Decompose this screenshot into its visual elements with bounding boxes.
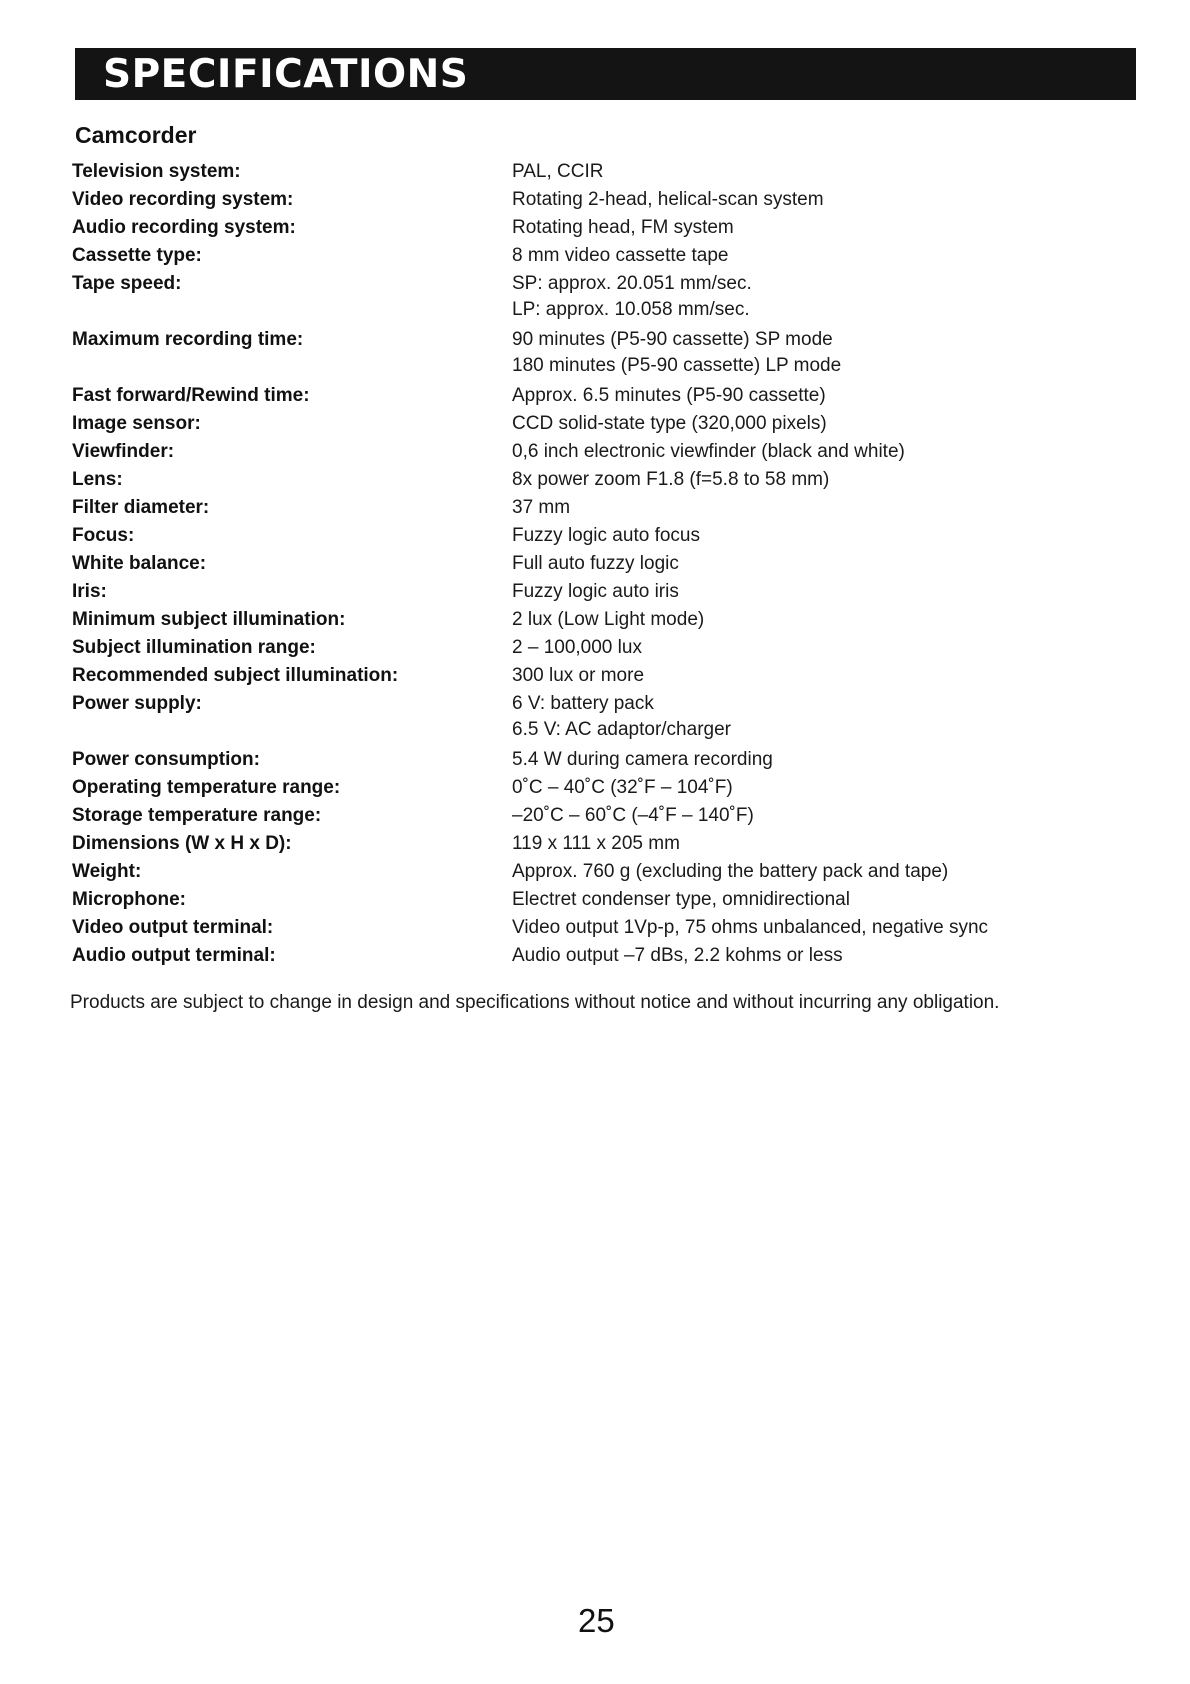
spec-value: 8x power zoom F1.8 (f=5.8 to 58 mm): [512, 469, 830, 490]
spec-value: Rotating head, FM system: [512, 217, 734, 238]
spec-row: [72, 494, 1072, 522]
spec-value: 5.4 W during camera recording: [512, 749, 773, 770]
spec-label: Subject illumination range:: [72, 637, 316, 658]
spec-label: Lens:: [72, 469, 123, 490]
spec-row: [72, 382, 1072, 410]
spec-values: [512, 466, 1072, 494]
spec-label: Operating temperature range:: [72, 777, 341, 798]
spec-values: [512, 942, 1072, 970]
spec-row: [72, 942, 1072, 970]
spec-value: 2 lux (Low Light mode): [512, 609, 705, 630]
spec-row: [72, 858, 1072, 886]
spec-row: [72, 830, 1072, 858]
spec-values: [512, 438, 1072, 466]
spec-values: [512, 550, 1072, 578]
spec-values: [512, 326, 1072, 378]
spec-row: [72, 606, 1072, 634]
spec-values: [512, 186, 1072, 214]
spec-label: Recommended subject illumination:: [72, 665, 399, 686]
spec-values: [512, 494, 1072, 522]
spec-value: 0˚C – 40˚C (32˚F – 104˚F): [512, 777, 733, 798]
spec-value: Approx. 6.5 minutes (P5-90 cassette): [512, 385, 826, 406]
disclaimer-note: Products are subject to change in design and specifications without notice and without incurring any obligation.: [70, 992, 1000, 1013]
spec-values: [512, 746, 1072, 774]
spec-value: 6.5 V: AC adaptor/charger: [512, 719, 731, 740]
spec-label: Audio output terminal:: [72, 945, 276, 966]
spec-label: Minimum subject illumination:: [72, 609, 346, 630]
spec-label: Filter diameter:: [72, 497, 210, 518]
spec-label: Storage temperature range:: [72, 805, 322, 826]
spec-value: 6 V: battery pack: [512, 693, 654, 714]
spec-label: Tape speed:: [72, 273, 182, 294]
section-title: Camcorder: [75, 122, 197, 148]
spec-value: 2 – 100,000 lux: [512, 637, 642, 658]
spec-value: Fuzzy logic auto iris: [512, 581, 679, 602]
spec-label: Video recording system:: [72, 189, 294, 210]
spec-row: [72, 326, 1072, 378]
spec-values: [512, 522, 1072, 550]
spec-row: [72, 466, 1072, 494]
spec-values: [512, 382, 1072, 410]
spec-value: 180 minutes (P5-90 cassette) LP mode: [512, 355, 842, 376]
spec-value: Fuzzy logic auto focus: [512, 525, 700, 546]
spec-value: 0,6 inch electronic viewfinder (black and white): [512, 441, 905, 462]
spec-value: Video output 1Vp-p, 75 ohms unbalanced, negative sync: [512, 917, 989, 938]
spec-label: Audio recording system:: [72, 217, 296, 238]
spec-values: [512, 886, 1072, 914]
spec-values: [512, 214, 1072, 242]
spec-label: Power supply:: [72, 693, 202, 714]
spec-row: [72, 186, 1072, 214]
spec-table: [72, 158, 1072, 970]
spec-row: [72, 438, 1072, 466]
spec-values: [512, 410, 1072, 438]
spec-value: PAL, CCIR: [512, 161, 604, 182]
spec-values: [512, 270, 1072, 322]
spec-label: Maximum recording time:: [72, 329, 304, 350]
spec-label: White balance:: [72, 553, 207, 574]
spec-row: [72, 914, 1072, 942]
spec-row: [72, 774, 1072, 802]
spec-label: Television system:: [72, 161, 241, 182]
spec-value: 300 lux or more: [512, 665, 645, 686]
spec-row: [72, 886, 1072, 914]
spec-values: [512, 690, 1072, 742]
spec-row: [72, 634, 1072, 662]
spec-values: [512, 774, 1072, 802]
spec-row: [72, 578, 1072, 606]
spec-row: [72, 522, 1072, 550]
title-banner: [75, 48, 1136, 100]
spec-values: [512, 578, 1072, 606]
spec-values: [512, 802, 1072, 830]
spec-label: Weight:: [72, 861, 142, 882]
spec-value: 90 minutes (P5-90 cassette) SP mode: [512, 329, 833, 350]
spec-label: Image sensor:: [72, 413, 201, 434]
spec-values: [512, 858, 1072, 886]
spec-value: Rotating 2-head, helical-scan system: [512, 189, 824, 210]
spec-row: [72, 242, 1072, 270]
page-title: SPECIFICATIONS: [103, 52, 469, 97]
spec-value: 37 mm: [512, 497, 571, 518]
spec-row: [72, 158, 1072, 186]
spec-label: Microphone:: [72, 889, 186, 910]
spec-row: [72, 270, 1072, 322]
spec-label: Viewfinder:: [72, 441, 175, 462]
spec-row: [72, 550, 1072, 578]
spec-label: Fast forward/Rewind time:: [72, 385, 310, 406]
spec-values: [512, 662, 1072, 690]
spec-value: CCD solid-state type (320,000 pixels): [512, 413, 827, 434]
spec-value: Audio output –7 dBs, 2.2 kohms or less: [512, 945, 843, 966]
spec-values: [512, 634, 1072, 662]
spec-value: SP: approx. 20.051 mm/sec.: [512, 273, 752, 294]
spec-values: [512, 606, 1072, 634]
spec-label: Cassette type:: [72, 245, 202, 266]
spec-label: Iris:: [72, 581, 107, 602]
spec-row: [72, 690, 1072, 742]
spec-values: [512, 158, 1072, 186]
spec-value: Electret condenser type, omnidirectional: [512, 889, 850, 910]
spec-row: [72, 746, 1072, 774]
spec-value: LP: approx. 10.058 mm/sec.: [512, 299, 750, 320]
spec-values: [512, 914, 1072, 942]
spec-value: 119 x 111 x 205 mm: [512, 833, 680, 854]
spec-value: Full auto fuzzy logic: [512, 553, 679, 574]
spec-label: Focus:: [72, 525, 135, 546]
spec-label: Power consumption:: [72, 749, 260, 770]
spec-row: [72, 214, 1072, 242]
spec-value: –20˚C – 60˚C (–4˚F – 140˚F): [512, 805, 754, 826]
spec-values: [512, 830, 1072, 858]
spec-row: [72, 802, 1072, 830]
spec-value: 8 mm video cassette tape: [512, 245, 729, 266]
spec-row: [72, 662, 1072, 690]
spec-values: [512, 242, 1072, 270]
spec-label: Dimensions (W x H x D):: [72, 833, 292, 854]
page-number: 25: [578, 1602, 615, 1639]
spec-row: [72, 410, 1072, 438]
spec-value: Approx. 760 g (excluding the battery pack and tape): [512, 861, 949, 882]
spec-label: Video output terminal:: [72, 917, 274, 938]
